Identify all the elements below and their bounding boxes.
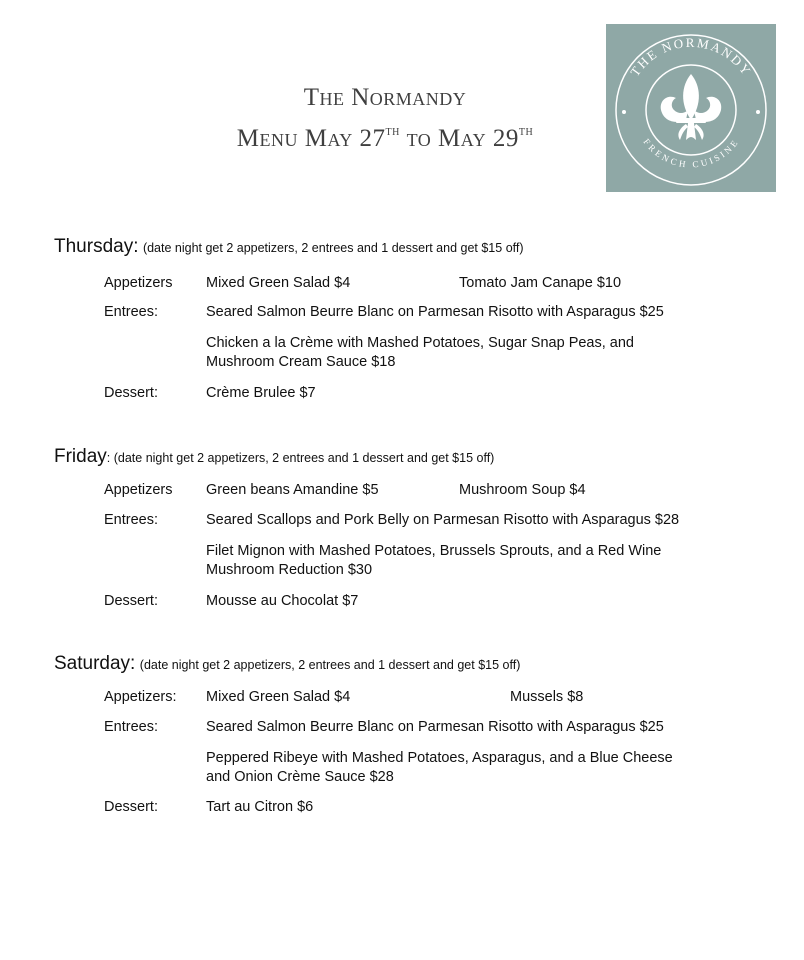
- day-heading: [54, 446, 494, 468]
- entree-item-line-1: Filet Mignon with Mashed Potatoes, Brussels Sprouts, and a Red Wine: [206, 543, 662, 559]
- day-note: (date night get 2 appetizers, 2 entrees and 1 dessert and get $15 off): [139, 658, 521, 672]
- menu-dates-suffix-2: th: [518, 124, 534, 139]
- appetizers-label: Appetizers: [104, 275, 173, 291]
- entree-item-line-1: Peppered Ribeye with Mashed Potatoes, Asparagus, and a Blue Cheese: [206, 750, 673, 766]
- entree-item-line-2: and Onion Crème Sauce $28: [206, 769, 394, 785]
- entree-item-line-2: Mushroom Reduction $30: [206, 562, 373, 578]
- logo-dot-left: [622, 110, 626, 114]
- menu-dates-title: [160, 124, 610, 153]
- dessert-item: Tart au Citron $6: [206, 799, 314, 815]
- entree-item: Seared Salmon Beurre Blanc on Parmesan Risotto with Asparagus $25: [206, 719, 664, 735]
- day-name: Friday: [54, 446, 107, 467]
- entree-item: Seared Salmon Beurre Blanc on Parmesan Risotto with Asparagus $25: [206, 304, 664, 320]
- fleur-de-lis-icon: [661, 74, 722, 140]
- entrees-label: Entrees:: [104, 719, 158, 735]
- entree-item-line-1: Chicken a la Crème with Mashed Potatoes, Sugar Snap Peas, and: [206, 335, 634, 351]
- appetizers-label: Appetizers:: [104, 689, 177, 705]
- dessert-label: Dessert:: [104, 385, 158, 401]
- logo-top-text: THE NORMANDY: [627, 34, 755, 80]
- logo-dot-right: [756, 110, 760, 114]
- appetizers-label: Appetizers: [104, 482, 173, 498]
- menu-dates-middle: to May 29: [399, 125, 519, 152]
- day-heading: [54, 653, 520, 675]
- appetizer-item: Tomato Jam Canape $10: [459, 275, 622, 291]
- dessert-label: Dessert:: [104, 593, 158, 609]
- logo-emblem: [606, 24, 776, 192]
- appetizer-item: Mushroom Soup $4: [459, 482, 586, 498]
- menu-dates-suffix-1: th: [385, 124, 400, 139]
- appetizer-item: Mixed Green Salad $4: [206, 689, 351, 705]
- day-note: (date night get 2 appetizers, 2 entrees and 1 dessert and get $15 off): [142, 241, 524, 255]
- day-name: Saturday:: [54, 653, 136, 674]
- entrees-label: Entrees:: [104, 512, 158, 528]
- entree-item-line-2: Mushroom Cream Sauce $18: [206, 354, 396, 370]
- logo-bottom-text: FRENCH CUISINE: [641, 136, 741, 170]
- menu-dates-prefix: Menu May 27: [236, 125, 386, 152]
- appetizer-item: Mussels $8: [510, 689, 584, 705]
- entree-item: Seared Scallops and Pork Belly on Parmesan Risotto with Asparagus $28: [206, 512, 680, 528]
- dessert-item: Crème Brulee $7: [206, 385, 316, 401]
- day-note: : (date night get 2 appetizers, 2 entrees and 1 dessert and get $15 off): [106, 451, 495, 465]
- dessert-item: Mousse au Chocolat $7: [206, 593, 359, 609]
- dessert-label: Dessert:: [104, 799, 158, 815]
- appetizer-item: Green beans Amandine $5: [206, 482, 379, 498]
- day-name: Thursday:: [54, 236, 139, 257]
- appetizer-item: Mixed Green Salad $4: [206, 275, 351, 291]
- day-heading: [54, 236, 524, 258]
- normandy-logo: [606, 24, 776, 192]
- restaurant-title: The Normandy: [303, 84, 467, 111]
- entrees-label: Entrees:: [104, 304, 158, 320]
